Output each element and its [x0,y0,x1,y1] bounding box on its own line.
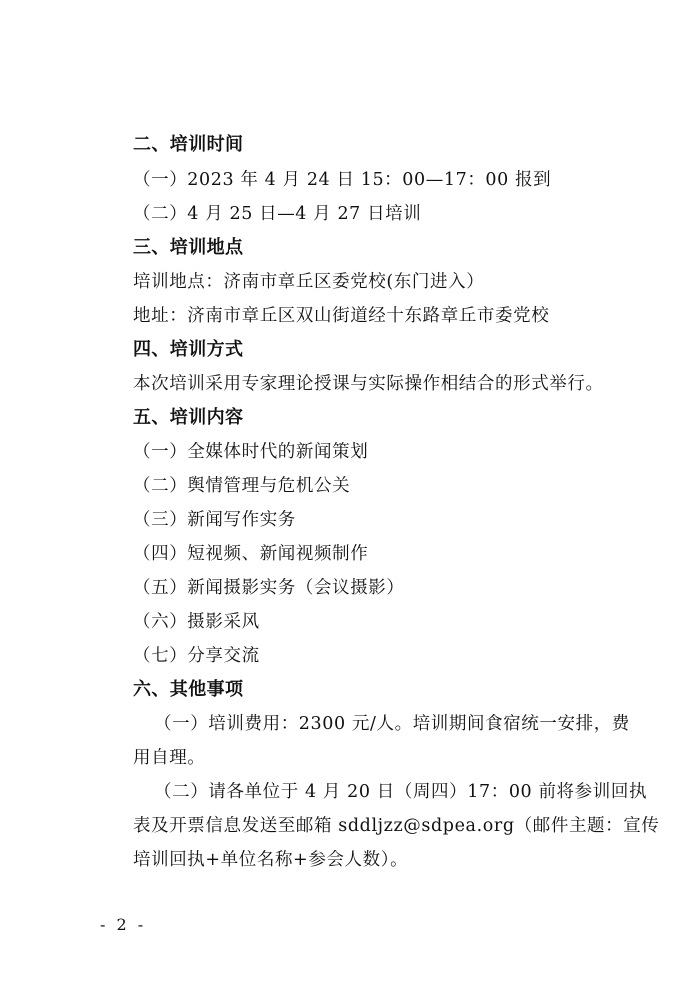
content-item-6: （六）摄影采风 [133,612,260,632]
place-line-1: 培训地点：济南市章丘区委党校(东门进入） [133,272,485,292]
other-para1-line-2: 用自理。 [133,748,206,768]
section-heading-other: 六、其他事项 [133,679,244,700]
section-heading-content: 五、培训内容 [133,407,244,428]
content-item-3: （三）新闻写作实务 [133,510,296,530]
section-heading-place: 三、培训地点 [133,237,244,258]
time-line-2: （二）4 月 25 日—4 月 27 日培训 [133,204,422,224]
content-item-2: （二）舆情管理与危机公关 [133,476,351,496]
content-item-5: （五）新闻摄影实务（会议摄影） [133,578,405,598]
other-para2-line-2: 表及开票信息发送至邮箱 sddljzz@sdpea.org（邮件主题：宣传 [133,816,660,836]
content-item-7: （七）分享交流 [133,646,260,666]
other-para2-line-3: 培训回执+单位名称+参会人数）。 [133,850,409,870]
other-para2-line-1: （二）请各单位于 4 月 20 日（周四）17：00 前将参训回执 [154,782,648,802]
method-line-1: 本次培训采用专家理论授课与实际操作相结合的形式举行。 [133,374,604,394]
content-item-1: （一）全媒体时代的新闻策划 [133,442,369,462]
section-heading-time: 二、培训时间 [133,134,244,155]
place-line-2: 地址：济南市章丘区双山街道经十东路章丘市委党校 [133,306,550,326]
page-number: - 2 - [100,915,147,934]
section-heading-method: 四、培训方式 [133,339,244,360]
time-line-1: （一）2023 年 4 月 24 日 15：00—17：00 报到 [133,170,552,190]
content-item-4: （四）短视频、新闻视频制作 [133,544,369,564]
other-para1-line-1: （一）培训费用：2300 元/人。培训期间食宿统一安排，费 [154,714,630,734]
